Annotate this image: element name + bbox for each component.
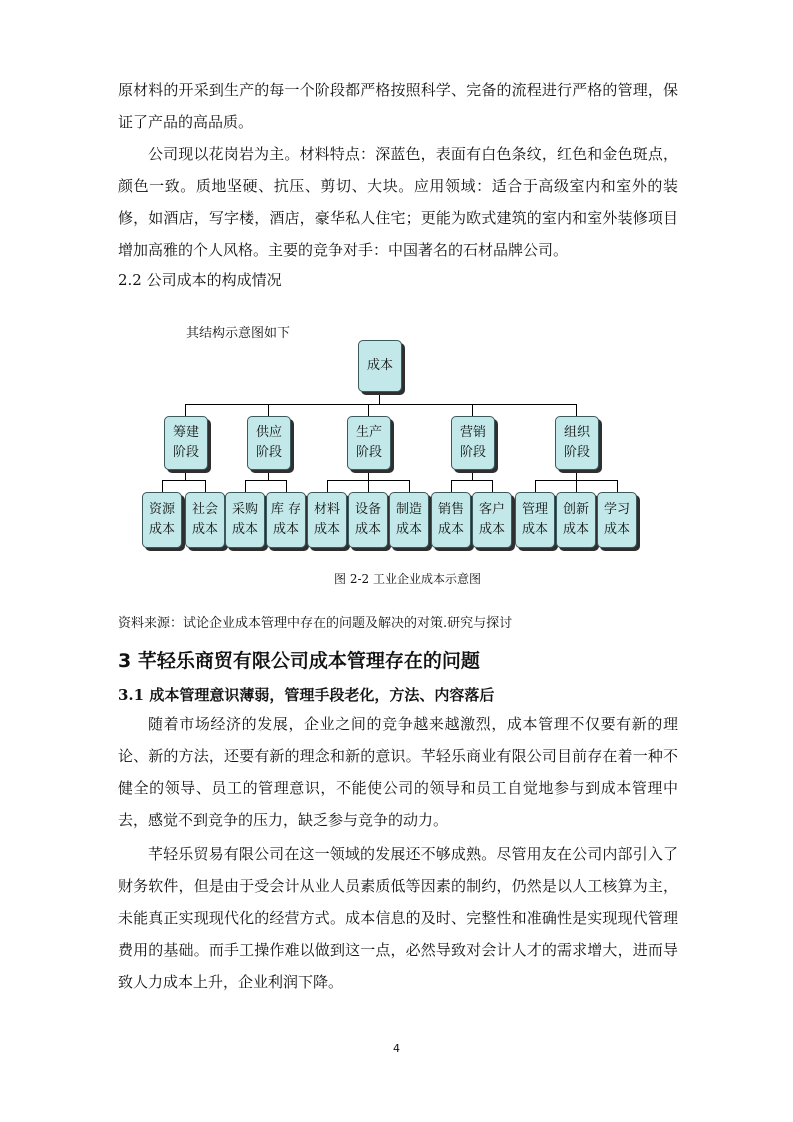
node-leaf-equipment-cost: 设备 成本 bbox=[348, 492, 388, 548]
node-leaf-customer-cost: 客户 成本 bbox=[472, 492, 512, 548]
connector bbox=[327, 480, 328, 492]
connector bbox=[576, 404, 577, 416]
figure-caption: 图 2-2 工业企业成本示意图 bbox=[334, 572, 481, 586]
page-number: 4 bbox=[393, 1042, 400, 1055]
paragraph-competition: 随着市场经济的发展，企业之间的竞争越来越激烈，成本管理不仅要有新的理论、新的方法，还要有新的理念和新的意识。芊轻乐商业有限公司目前存在着一种不健全的领导、员工的管理意识，不能使公司的领导和员工自觉地参与到成本管理中去，感觉不到竞争的压力，缺乏参与竞争的动力。 bbox=[118, 715, 678, 829]
connector bbox=[409, 480, 410, 492]
connector bbox=[576, 480, 577, 492]
node-leaf-material-cost: 材料 成本 bbox=[307, 492, 347, 548]
connector bbox=[617, 480, 618, 492]
source-note: 资料来源：试论企业成本管理中存在的问题及解决的对策.研究与探讨 bbox=[118, 616, 513, 631]
node-stage-marketing: 营销 阶段 bbox=[451, 416, 495, 470]
connector bbox=[368, 480, 369, 492]
connector bbox=[451, 480, 493, 481]
node-leaf-inventory-cost: 库 存 成本 bbox=[266, 492, 306, 548]
node-stage-supply: 供应 阶段 bbox=[247, 416, 291, 470]
connector bbox=[268, 404, 269, 416]
node-stage-production: 生产 阶段 bbox=[347, 416, 391, 470]
connector bbox=[472, 404, 473, 416]
connector bbox=[185, 404, 576, 405]
node-leaf-learning-cost: 学习 成本 bbox=[597, 492, 637, 548]
connector bbox=[492, 480, 493, 492]
connector bbox=[535, 480, 536, 492]
node-leaf-manufacturing-cost: 制造 成本 bbox=[389, 492, 429, 548]
node-leaf-social-cost: 社会 成本 bbox=[185, 492, 225, 548]
connector bbox=[162, 480, 163, 492]
connector bbox=[162, 480, 206, 481]
section-heading-2-2: 2.2 公司成本的构成情况 bbox=[118, 271, 282, 289]
node-root-cost: 成本 bbox=[358, 340, 402, 392]
connector bbox=[185, 404, 186, 416]
connector bbox=[451, 480, 452, 492]
node-leaf-sales-cost: 销售 成本 bbox=[431, 492, 471, 548]
paragraph-granite: 公司现以花岗岩为主。材料特点：深蓝色，表面有白色条纹，红色和金色斑点，颜色一致。质地坚硬、抗压、剪切、大块。应用领域：适合于高级室内和室外的装修，如酒店，写字楼，酒店，豪华私人住宅；更能为欧式建筑的室内和室外装修项目增加高雅的个人风格。主要的竞争对手：中国著名的石材品牌公司。 bbox=[118, 145, 678, 259]
connector bbox=[245, 480, 246, 492]
connector bbox=[368, 404, 369, 416]
node-stage-organization: 组织 阶段 bbox=[555, 416, 599, 470]
node-stage-preparation: 筹建 阶段 bbox=[164, 416, 208, 470]
connector bbox=[286, 480, 287, 492]
connector bbox=[245, 480, 287, 481]
diagram-intro: 其结构示意图如下 bbox=[186, 326, 291, 341]
connector bbox=[205, 480, 206, 492]
node-leaf-innovation-cost: 创新 成本 bbox=[556, 492, 596, 548]
node-leaf-resource-cost: 资源 成本 bbox=[142, 492, 182, 548]
section-heading-3-1: 3.1 成本管理意识薄弱，管理手段老化，方法、内容落后 bbox=[118, 686, 495, 704]
connector bbox=[379, 390, 380, 404]
paragraph-continuation: 原材料的开采到生产的每一个阶段都严格按照科学、完备的流程进行严格的管理，保证了产品的高品质。 bbox=[118, 81, 678, 131]
paragraph-accounting: 芊轻乐贸易有限公司在这一领域的发展还不够成熟。尽管用友在公司内部引入了财务软件，但是由于受会计从业人员素质低等因素的制约，仍然是以人工核算为主，未能真正实现现代化的经营方式。成本信息的及时、完整性和准确性是实现现代管理费用的基础。而手工操作难以做到这一点，必然导致对会计人才的需求增大，进而导致人力成本上升，企业利润下降。 bbox=[118, 845, 678, 991]
node-leaf-management-cost: 管理 成本 bbox=[515, 492, 555, 548]
section-heading-3: 3 芊轻乐商贸有限公司成本管理存在的问题 bbox=[118, 650, 480, 672]
node-leaf-purchase-cost: 采购 成本 bbox=[225, 492, 265, 548]
